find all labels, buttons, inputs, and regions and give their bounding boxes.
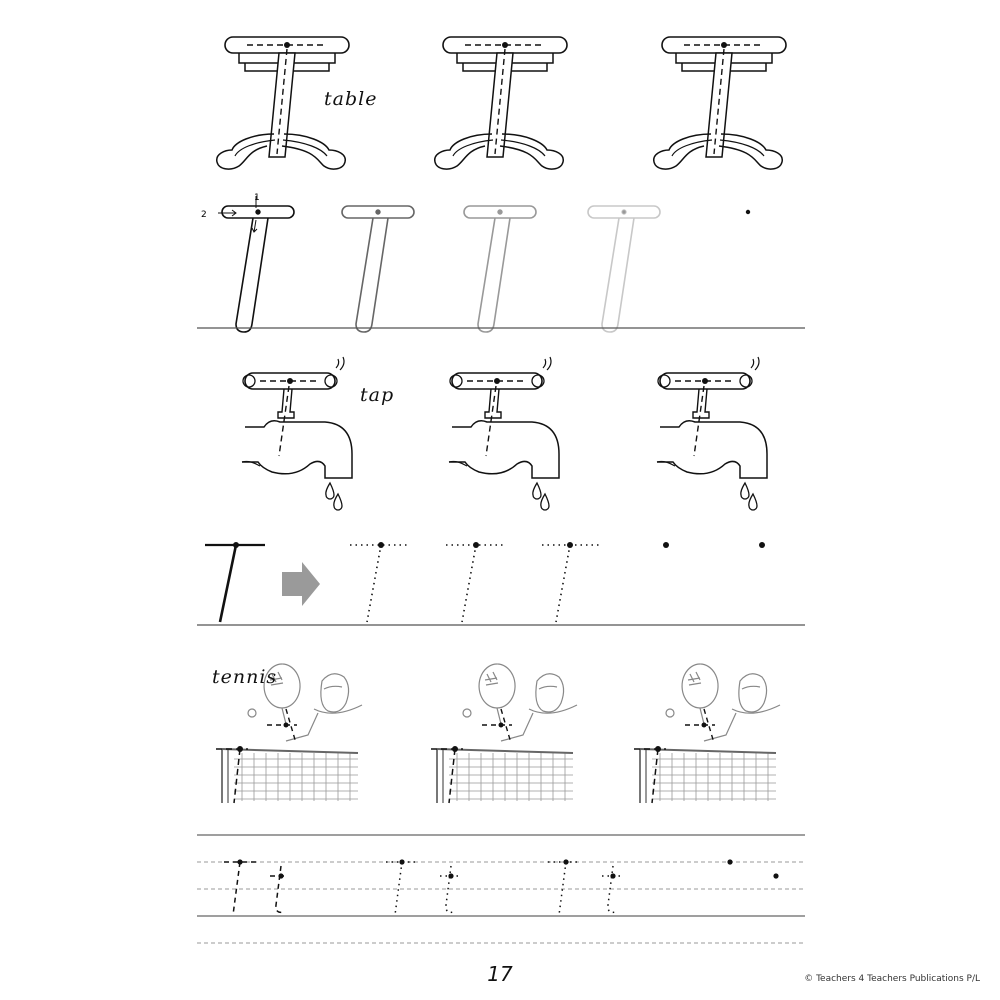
word-table: table [324,88,378,110]
stroke-number-1: 1 [254,193,260,203]
model-t [205,542,265,622]
arrow-right-icon [282,562,320,606]
table-icon [217,37,786,169]
word-tap: tap [360,384,395,406]
outline-t-row [197,196,805,332]
tennis-player-icon [216,664,780,803]
tap-icon [242,357,767,510]
page-number: 17 [487,962,513,986]
copyright-notice: © Teachers 4 Teachers Publications P/L [804,974,980,984]
word-tennis: tennis [212,666,278,688]
dotted-t-row [350,545,602,622]
stroke-number-2: 2 [201,210,207,220]
handwriting-lines [197,835,805,943]
